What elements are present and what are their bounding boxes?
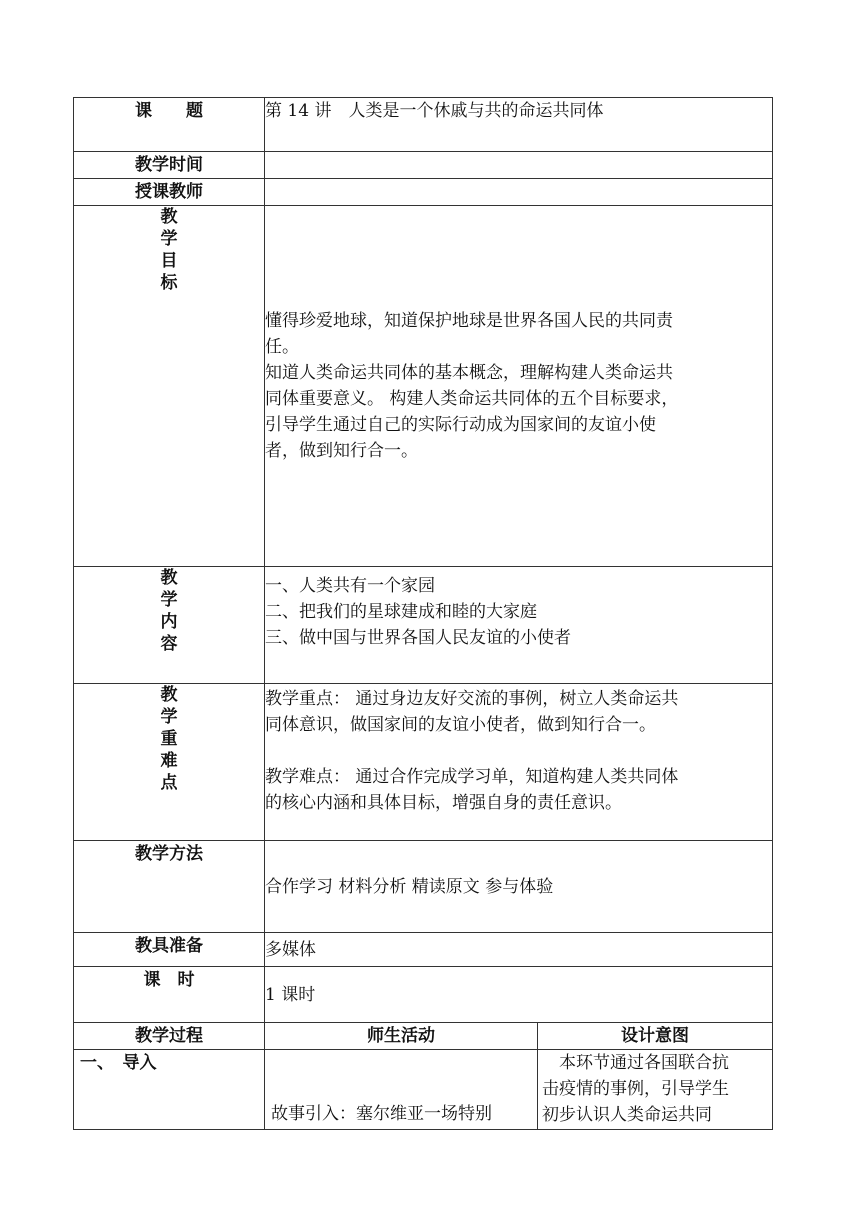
key-line: 教学重点： 通过身边友好交流的事例，树立人类命运共 [265, 689, 679, 709]
hours-value: 1 课时 [265, 967, 773, 1023]
process-row [74, 1050, 773, 1130]
teacher-value [265, 179, 773, 206]
process-activity: 故事引入：塞尔维亚一场特别 [265, 1050, 538, 1130]
topic-value: 第 14 讲 人类是一个休戚与共的命运共同体 [265, 98, 773, 152]
hours-label: 课 时 [74, 967, 265, 1023]
intent-line: 击疫情的事例，引导学生 [542, 1079, 729, 1099]
keypoints-label: 教学重难点 [160, 685, 178, 793]
row-method [74, 841, 773, 933]
keypoints-label-cell [74, 684, 265, 841]
difficulty-line: 教学难点： 通过合作完成学习单，知道构建人类共同体 [265, 767, 679, 787]
key-line: 同体意识，做国家间的友谊小使者，做到知行合一。 [265, 715, 656, 735]
content-line: 二、把我们的星球建成和睦的大家庭 [265, 602, 537, 622]
content-value [265, 567, 773, 684]
tools-value: 多媒体 [265, 933, 773, 967]
teacher-label: 授课教师 [74, 179, 265, 206]
keypoints-value [265, 684, 773, 841]
difficulty-line: 的核心内涵和具体目标，增强自身的责任意识。 [265, 793, 622, 813]
process-step: 一、 导入 [74, 1050, 265, 1130]
row-topic [74, 98, 773, 152]
content-line: 一、人类共有一个家园 [265, 576, 435, 596]
process-header-activity: 师生活动 [265, 1023, 538, 1050]
method-label: 教学方法 [74, 841, 265, 933]
process-header-intent: 设计意图 [538, 1023, 773, 1050]
row-keypoints [74, 684, 773, 841]
row-hours [74, 967, 773, 1023]
tools-label: 教具准备 [74, 933, 265, 967]
method-value: 合作学习 材料分析 精读原文 参与体验 [265, 841, 773, 933]
content-line: 三、做中国与世界各国人民友谊的小使者 [265, 628, 571, 648]
intent-line: 本环节通过各国联合抗 [542, 1053, 729, 1073]
lesson-plan-table [73, 97, 773, 1130]
goals-line: 引导学生通过自己的实际行动成为国家间的友谊小使 [265, 415, 656, 435]
content-label: 教学内容 [160, 568, 178, 654]
goals-line: 任。 [265, 337, 299, 357]
goals-line: 者，做到知行合一。 [265, 441, 418, 461]
row-tools [74, 933, 773, 967]
goals-label: 教学目标 [160, 207, 178, 293]
row-teacher [74, 179, 773, 206]
row-time [74, 152, 773, 179]
goals-line: 知道人类命运共同体的基本概念，理解构建人类命运共 [265, 363, 673, 383]
time-label: 教学时间 [74, 152, 265, 179]
row-content [74, 567, 773, 684]
topic-label: 课 题 [74, 98, 265, 152]
time-value [265, 152, 773, 179]
process-header-step: 教学过程 [74, 1023, 265, 1050]
row-goals [74, 206, 773, 567]
goals-line: 同体重要意义。 构建人类命运共同体的五个目标要求， [265, 389, 679, 409]
goals-value [265, 206, 773, 567]
goals-line: 懂得珍爱地球，知道保护地球是世界各国人民的共同责 [265, 311, 673, 331]
content-label-cell [74, 567, 265, 684]
process-header-row [74, 1023, 773, 1050]
goals-label-cell [74, 206, 265, 567]
intent-line: 初步认识人类命运共同 [542, 1105, 712, 1125]
process-intent [538, 1050, 773, 1130]
